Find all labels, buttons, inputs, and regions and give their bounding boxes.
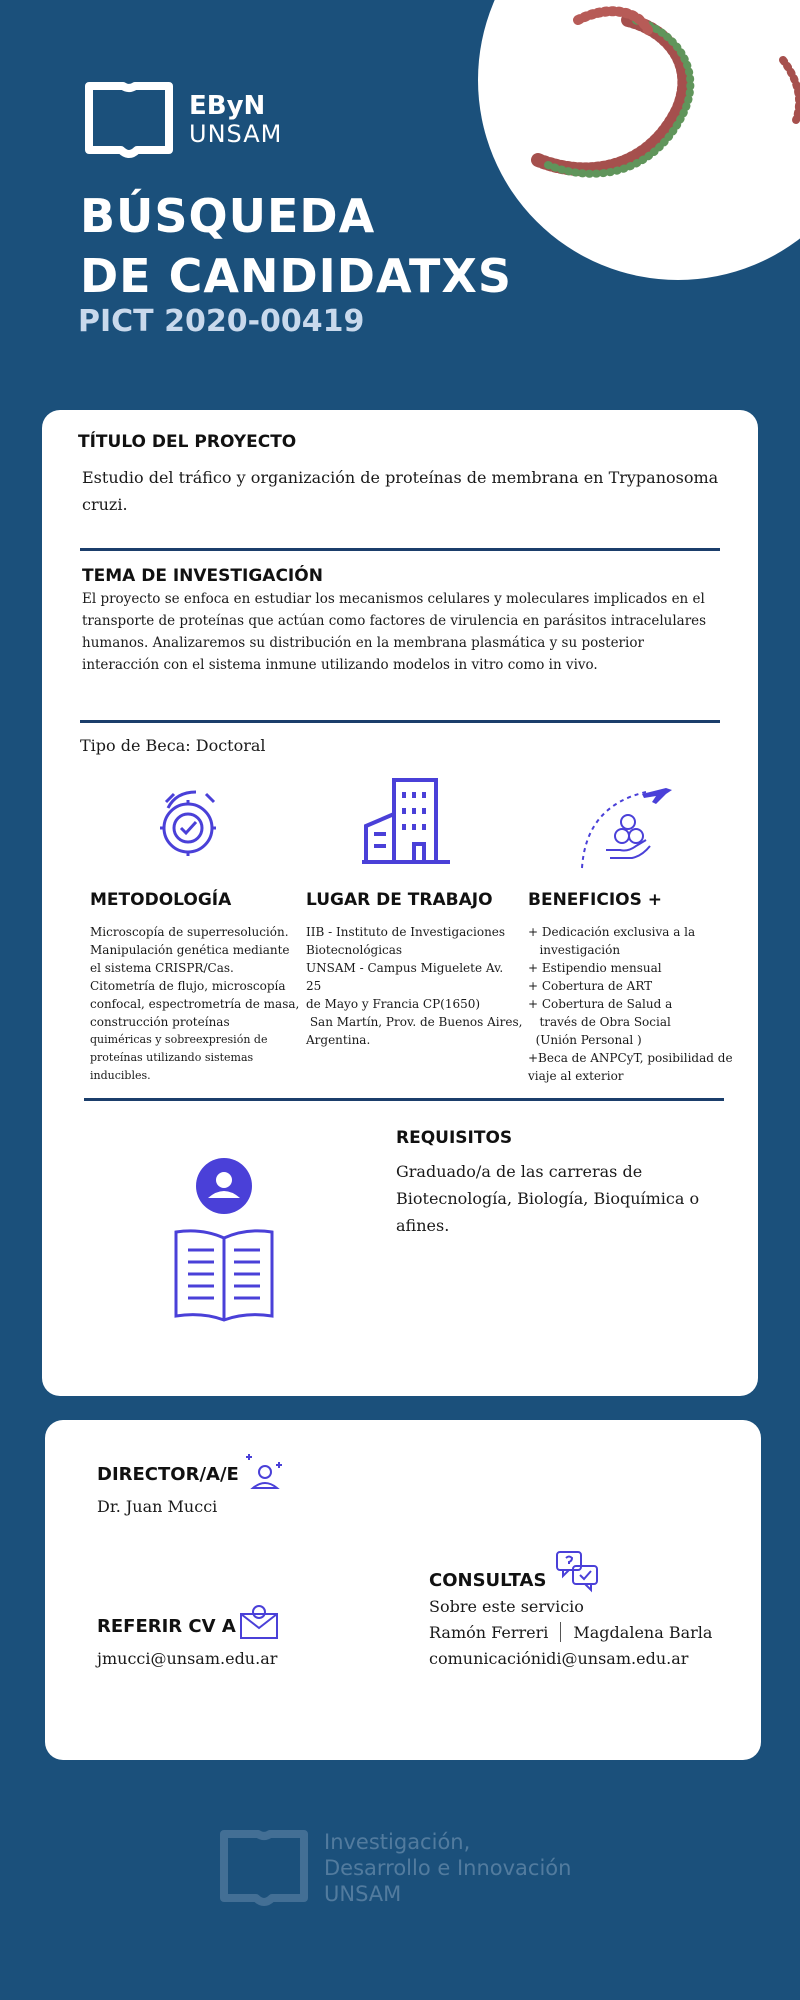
divider <box>80 720 720 723</box>
workplace-line: IIB - Instituto de Investigaciones <box>306 925 506 939</box>
methodology-line: quiméricas y sobreexpresión de <box>90 1033 268 1046</box>
title-text: Estudio del tráfico y organización de proteínas de membrana en Trypanosoma cruzi. <box>82 468 719 514</box>
divider <box>84 1098 724 1101</box>
title-heading: TÍTULO DEL PROYECTO <box>78 432 297 452</box>
scholarship-type: Tipo de Beca: Doctoral <box>80 736 266 755</box>
logo-line1: EByN <box>189 91 266 121</box>
methodology-line: construcción proteínas <box>90 1015 230 1029</box>
page-title <box>80 186 512 306</box>
person-sparkle-icon <box>245 1450 285 1492</box>
footer-line2: Desarrollo e Innovación <box>324 1856 572 1880</box>
requirements-line: Biotecnología, Biología, Bioquímica o <box>396 1189 700 1208</box>
benefits-line: + Dedicación exclusiva a la <box>528 925 696 939</box>
ebyn-logo <box>83 80 282 160</box>
book-logo-icon <box>218 1828 310 1908</box>
director-name: Dr. Juan Mucci <box>97 1497 218 1516</box>
workplace-heading: LUGAR DE TRABAJO <box>306 890 493 910</box>
methodology-text <box>90 923 300 1085</box>
requirements-line: afines. <box>396 1216 450 1235</box>
benefits-line: través de Obra Social <box>528 1015 671 1029</box>
footer-line1: Investigación, <box>324 1830 471 1854</box>
requirements-line: Graduado/a de las carreras de <box>396 1162 643 1181</box>
workplace-line: Biotecnológicas <box>306 943 403 957</box>
reader-book-icon <box>166 1156 282 1322</box>
title-line1: BÚSQUEDA <box>80 189 376 243</box>
methodology-gear-icon <box>146 782 230 866</box>
footer-logo <box>218 1828 571 1908</box>
workplace-text <box>306 923 523 1049</box>
benefits-line: (Unión Personal ) <box>528 1033 642 1047</box>
cv-email[interactable]: jmucci@unsam.edu.ar <box>97 1649 278 1668</box>
methodology-line: confocal, espectrometría de masa, <box>90 997 300 1011</box>
methodology-line: proteínas utilizando sistemas <box>90 1051 254 1064</box>
header-circle-image <box>478 0 800 280</box>
chat-question-icon <box>555 1550 601 1594</box>
benefits-line: + Cobertura de Salud a <box>528 997 673 1011</box>
benefits-line: +Beca de ANPCyT, posibilidad de <box>528 1051 733 1065</box>
topic-heading: TEMA DE INVESTIGACIÓN <box>82 566 323 586</box>
methodology-line: Manipulación genética mediante <box>90 943 290 957</box>
methodology-line: inducibles. <box>90 1069 151 1082</box>
methodology-heading: METODOLOGÍA <box>90 890 232 910</box>
director-heading: DIRECTOR/A/E <box>97 1464 239 1485</box>
queries-heading: CONSULTAS <box>429 1570 547 1591</box>
divider <box>80 548 720 551</box>
benefits-heading: BENEFICIOS + <box>528 890 663 910</box>
email-icon <box>237 1602 281 1642</box>
workplace-line: San Martín, Prov. de Buenos Aires, <box>306 1015 523 1029</box>
project-card <box>42 410 758 1396</box>
queries-names <box>429 1622 712 1644</box>
methodology-line: el sistema CRISPR/Cas. <box>90 961 234 975</box>
methodology-line: Microscopía de superresolución. <box>90 925 289 939</box>
logo-line2: UNSAM <box>189 120 283 148</box>
name-separator <box>560 1622 561 1642</box>
queries-name1: Ramón Ferreri <box>429 1623 549 1642</box>
queries-email[interactable]: comunicaciónidi@unsam.edu.ar <box>429 1649 689 1668</box>
benefits-text <box>528 923 738 1085</box>
topic-text: El proyecto se enfoca en estudiar los mecanismos celulares y moleculares implicados en el transporte de proteínas que actúan como factores de virulencia en parásitos intracelulares humanos. Analizaremos su distribución en la membrana plasmática y su posterior interacción con el sistema inmune utilizando modelos in vitro como in vivo. <box>82 591 707 673</box>
contact-card <box>45 1420 761 1760</box>
plane-money-icon <box>576 776 676 872</box>
project-code: PICT 2020-00419 <box>78 304 365 339</box>
queries-name2: Magdalena Barla <box>573 1623 713 1642</box>
building-icon <box>360 774 454 868</box>
benefits-line: viaje al exterior <box>528 1069 624 1083</box>
footer-line3: UNSAM <box>324 1882 402 1906</box>
benefits-line: + Cobertura de ART <box>528 979 653 993</box>
workplace-line: Argentina. <box>306 1033 371 1047</box>
cv-heading: REFERIR CV A <box>97 1616 236 1637</box>
requirements-text <box>396 1158 716 1239</box>
workplace-line: de Mayo y Francia CP(1650) <box>306 997 481 1011</box>
title-line2: DE CANDIDATXS <box>80 249 512 303</box>
requirements-heading: REQUISITOS <box>396 1128 513 1148</box>
workplace-line: UNSAM - Campus Miguelete Av. 25 <box>306 961 504 993</box>
cell-microscopy-image <box>478 0 800 280</box>
benefits-line: investigación <box>528 943 621 957</box>
book-logo-icon <box>83 80 175 160</box>
queries-line1: Sobre este servicio <box>429 1597 584 1616</box>
plane-icon <box>642 788 672 804</box>
methodology-line: Citometría de flujo, microscopía <box>90 979 286 993</box>
benefits-line: + Estipendio mensual <box>528 961 662 975</box>
